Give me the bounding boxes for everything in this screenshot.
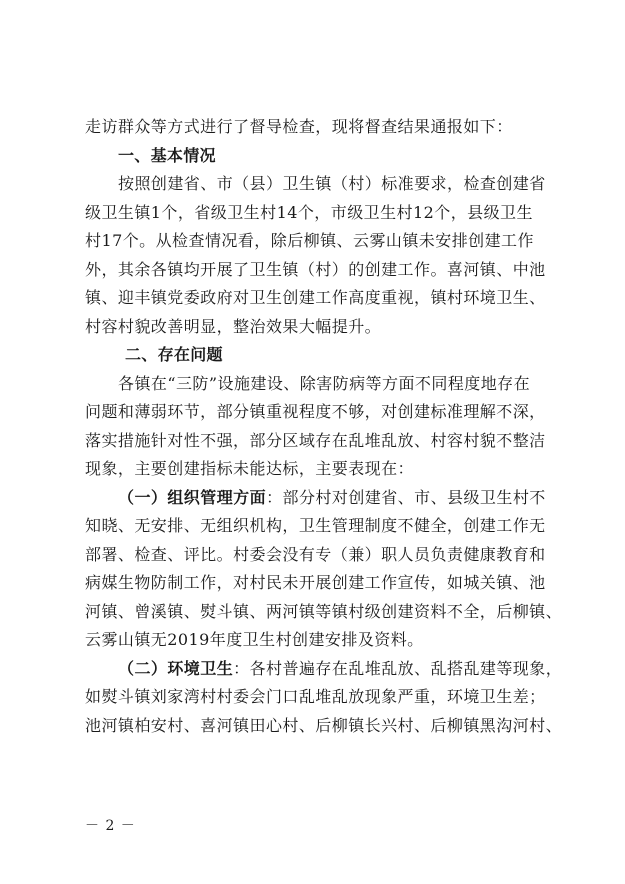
paragraph-line: 落实措施针对性不强，部分区域存在乱堆乱放、村容村貌不整洁 bbox=[85, 430, 546, 450]
paragraph-line: 部署、检查、评比。村委会没有专（兼）职人员负责健康教育和 bbox=[85, 544, 546, 564]
item-label-organization: （一）组织管理方面 bbox=[118, 487, 267, 507]
section-heading-problems: 二、存在问题 bbox=[125, 345, 223, 364]
paragraph-line: 云雾山镇无2019年度卫生村创建安排及资料。 bbox=[85, 630, 424, 649]
paragraph-line: 级卫生镇1个，省级卫生村14个，市级卫生村12个，县级卫生 bbox=[85, 202, 533, 222]
page-number: － 2 － bbox=[85, 818, 136, 834]
item-text: ：部分村对创建省、市、县级卫生村不 bbox=[266, 487, 546, 507]
intro-line: 走访群众等方式进行了督导检查，现将督查结果通报如下： bbox=[85, 117, 513, 136]
section-heading-basic: 一、基本情况 bbox=[118, 145, 216, 165]
paragraph-line: 外，其余各镇均开展了卫生镇（村）的创建工作。喜河镇、中池 bbox=[85, 259, 546, 279]
item-label-environment: （二）环境卫生 bbox=[118, 658, 234, 678]
paragraph-line: 村容村貌改善明显，整治效果大幅提升。 bbox=[85, 316, 382, 336]
paragraph-line: 村17个。从检查情况看，除后柳镇、云雾山镇未安排创建工作 bbox=[85, 231, 534, 250]
paragraph-line: 镇、迎丰镇党委政府对卫生创建工作高度重视，镇村环境卫生、 bbox=[85, 288, 546, 307]
paragraph-line: 池河镇柏安村、喜河镇田心村、后柳镇长兴村、后柳镇黑沟河村、 bbox=[85, 715, 563, 735]
item-first-line bbox=[85, 655, 563, 684]
paragraph-line: 病媒生物防制工作，对村民未开展创建工作宣传，如城关镇、池 bbox=[85, 573, 546, 592]
item-first-line bbox=[85, 484, 553, 513]
paragraph-line: 知晓、无安排、无组织机构，卫生管理制度不健全，创建工作无 bbox=[85, 516, 546, 535]
paragraph-line: 现象，主要创建指标未能达标，主要表现在： bbox=[85, 459, 415, 478]
paragraph-line: 问题和薄弱环节，部分镇重视程度不够，对创建标准理解不深， bbox=[85, 402, 546, 421]
paragraph-line: 河镇、曾溪镇、熨斗镇、两河镇等镇村级创建资料不全，后柳镇、 bbox=[85, 601, 563, 621]
paragraph-line: 各镇在“三防”设施建设、除害防病等方面不同程度地存在 bbox=[118, 373, 531, 393]
paragraph-line: 按照创建省、市（县）卫生镇（村）标准要求，检查创建省 bbox=[118, 174, 546, 193]
item-text: ：各村普遍存在乱堆乱放、乱搭乱建等现象， bbox=[233, 658, 563, 678]
body-text bbox=[85, 113, 563, 740]
paragraph-line: 如熨斗镇刘家湾村村委会门口乱堆乱放现象严重，环境卫生差； bbox=[85, 687, 546, 706]
